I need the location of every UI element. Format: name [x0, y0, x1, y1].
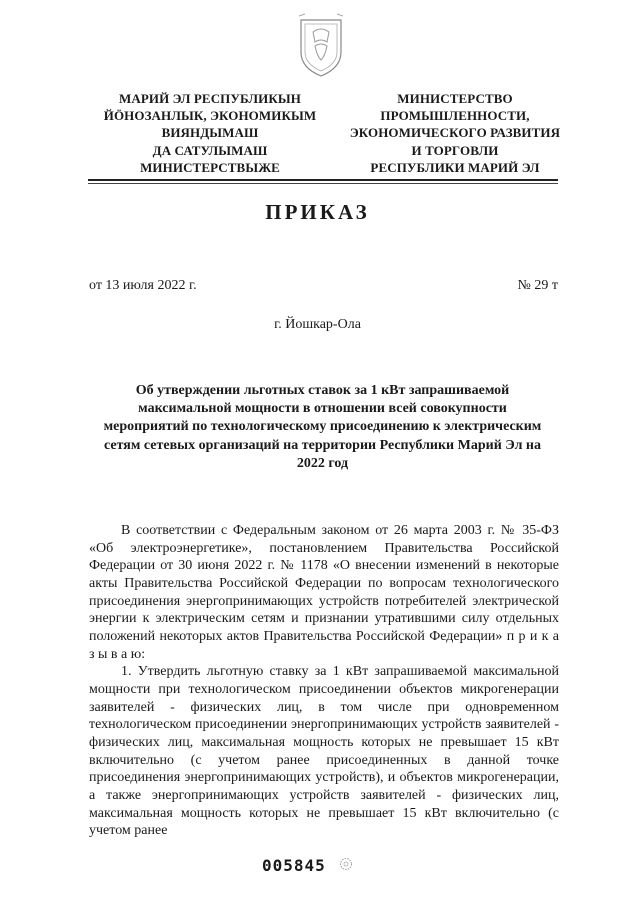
- order-number: № 29 т: [517, 278, 558, 293]
- header-right-line: ЭКОНОМИЧЕСКОГО РАЗВИТИЯ: [349, 125, 561, 141]
- serial-number: 005845: [262, 856, 326, 875]
- seal-mark-icon: [339, 857, 353, 871]
- header-left-line: ВИЯНДЫМАШ: [161, 125, 259, 141]
- header-left-line: МИНИСТЕРСТВЫЖЕ: [140, 159, 280, 175]
- header-divider: [88, 179, 558, 181]
- header-divider-thin: [88, 183, 558, 184]
- coat-of-arms-emblem: [295, 12, 347, 78]
- header-right-line: РЕСПУБЛИКИ МАРИЙ ЭЛ: [370, 159, 540, 175]
- header-right-line: МИНИСТЕРСТВО: [397, 91, 513, 106]
- header-left-block: [100, 90, 320, 176]
- order-word: п р и к а з ы в а ю:: [89, 628, 560, 662]
- order-body: [89, 522, 559, 840]
- header-right-line: ПРОМЫШЛЕННОСТИ,: [380, 108, 530, 124]
- city-name: г. Йошкар-Ола: [274, 317, 361, 332]
- header-left-line: МАРИЙ ЭЛ РЕСПУБЛИКЫН: [118, 91, 302, 106]
- document-title: ПРИКАЗ: [265, 200, 370, 224]
- header-right-block: [330, 90, 580, 176]
- header-right-line: И ТОРГОВЛИ: [411, 142, 499, 158]
- body-paragraph-item-1: 1. Утвердить льготную ставку за 1 кВт запрашиваемой максимальной мощности при технологическом присоединении объектов микрогенерации заявителей - физических лиц, в том числе при одновременном технологическом присоединении энергопринимающих устройств заявителей - физических лиц, максимальная мощность которых не превышает 15 кВт включительно (с учетом ранее присоединенных в данной точке присоединения энергопринимающих устройств), и объектов микрогенерации, а также энергопринимающих устройств заявителей - физических лиц, максимальная мощность которых не превышает 15 кВт включительно (с учетом ранее: [89, 664, 559, 839]
- order-date: от 13 июля 2022 г.: [89, 278, 197, 293]
- body-paragraph: [89, 522, 559, 663]
- order-subject: Об утверждении льготных ставок за 1 кВт запрашиваемой максимальной мощности в отношении всей совокупности мероприятий по технологическому присоединению к электрическим сетям сетевых организаций на территории Республики Марий Эл на 2022 год: [103, 383, 542, 471]
- header-left-line: ЙÖНОЗАНЛЫК, ЭКОНОМИКЫМ: [103, 108, 317, 124]
- header-left-line: ДА САТУЛЫМАШ: [152, 142, 268, 158]
- paragraph-text: В соответствии с Федеральным законом от 26 марта 2003 г. № 35-ФЗ «Об электроэнергетике», постановлением Правительства Российской Федерации от 30 июня 2022 г. № 1178 «О внесении изменений в некоторые акты Правительства Российской Федерации по вопросам технологического присоединения энергопринимающих устройств потребителей электрической энергии к электрическим сетям и признании утратившими силу отдельных положений некоторых актов Правительства Российской Федерации»: [89, 523, 559, 644]
